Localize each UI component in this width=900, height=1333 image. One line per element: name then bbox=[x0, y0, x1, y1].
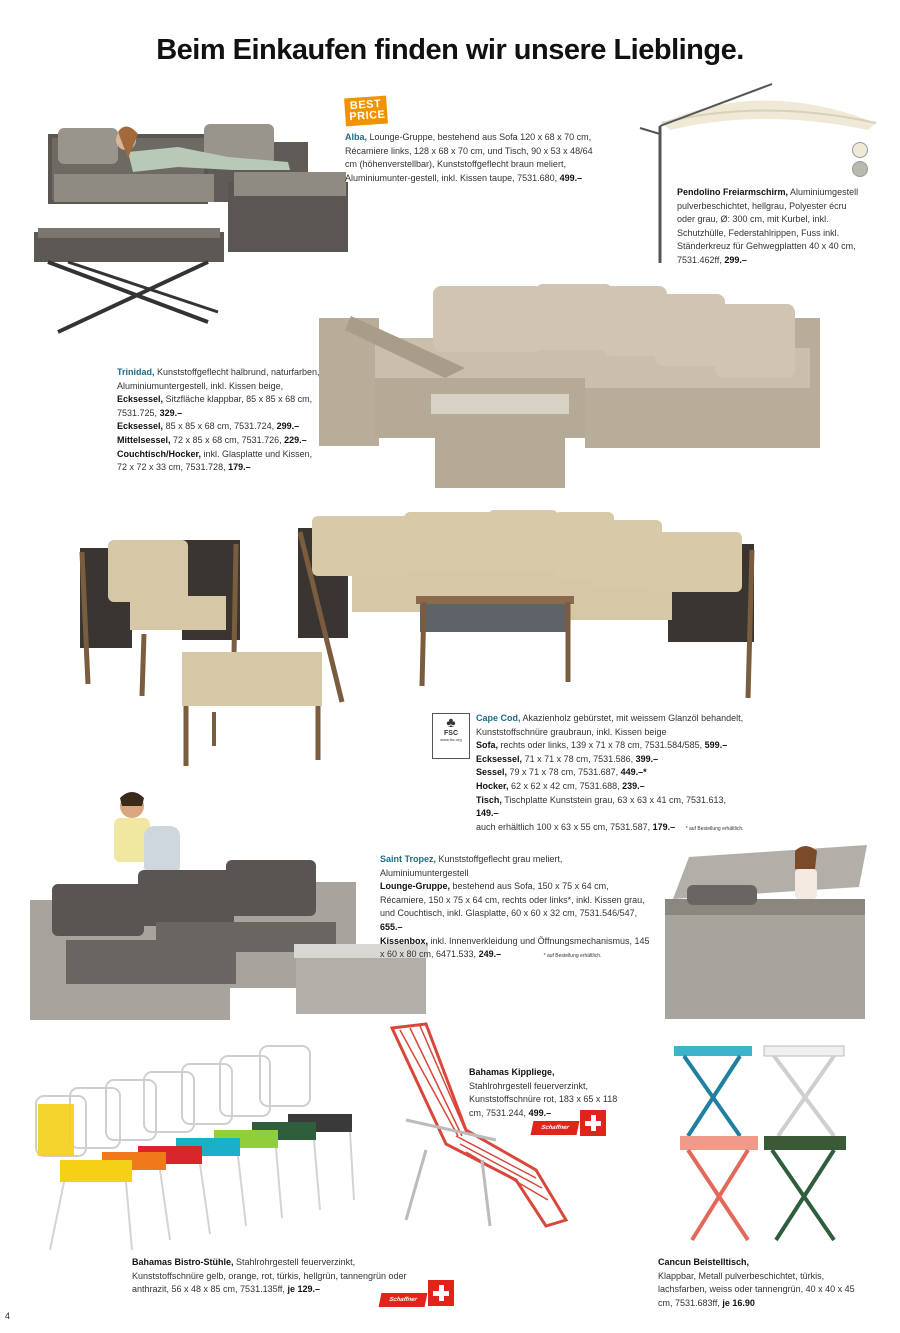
bahamas-bistro-name: Bahamas Bistro-Stühle, bbox=[132, 1257, 234, 1267]
trinidad-item-text: inkl. Glasplatte und Kissen, 72 x 72 x 33 cm, 7531.728, bbox=[117, 448, 313, 473]
pendolino-price: 299.– bbox=[724, 254, 747, 265]
cancun-name: Cancun Beistelltisch, bbox=[658, 1257, 750, 1267]
cape-cod-item-label: Sofa, bbox=[476, 740, 499, 751]
trinidad-intro: Kunststoffgeflecht halbrund, naturfarben, Aluminiumuntergestell, inkl. Kissen beige, bbox=[117, 367, 320, 391]
cape-cod-intro: Akazienholz gebürstet, mit weissem Glanzöl behandelt, Kunststoffschnüre graubraun, inkl. Kissen beige bbox=[476, 713, 744, 737]
page-number: 4 bbox=[5, 1311, 11, 1321]
cape-cod-extra-text: auch erhältlich 100 x 63 x 55 cm, 7531.587, bbox=[476, 821, 651, 832]
best-price-line1: BEST bbox=[349, 97, 382, 113]
saint-tropez-lounge-price: 655.– bbox=[380, 921, 403, 932]
cape-cod-item-text: rechts oder links, 139 x 71 x 78 cm, 7531.584/585, bbox=[500, 740, 703, 751]
trinidad-item-price: 229.– bbox=[284, 434, 307, 445]
cape-cod-item-label: Sessel, bbox=[476, 767, 508, 778]
saint-tropez-lounge-label: Lounge-Gruppe, bbox=[380, 881, 450, 892]
alba-price: 499.– bbox=[559, 172, 583, 183]
bahamas-bistro-price: je 129.– bbox=[287, 1284, 320, 1295]
trinidad-item-price: 299.– bbox=[276, 421, 300, 432]
alba-name: Alba, bbox=[345, 132, 368, 142]
pendolino-text: Aluminiumgestell pulverbeschichtet, hellgrau, Polyester écru oder grau, Ø: 300 cm, mit Kurbel, inkl. Schutzhülle, Federstahlrippen, Fuss inkl. Ständerkreuz für Gehwegplatten 40 x 40 cm, 7531.462ff, bbox=[677, 187, 859, 265]
fsc-logo bbox=[432, 713, 470, 759]
saint-tropez-box-price: 249.– bbox=[478, 949, 502, 960]
alba-lounge-image bbox=[28, 112, 358, 344]
saint-tropez-cushion-box-image bbox=[659, 845, 871, 1023]
cancun-price: je 16.90 bbox=[722, 1297, 755, 1308]
saint-tropez-box-label: Kissenbox, bbox=[380, 935, 429, 946]
cape-cod-item-label: Ecksessel, bbox=[476, 753, 523, 764]
trinidad-item bbox=[117, 420, 322, 434]
fsc-sub: www.fsc.org bbox=[440, 737, 462, 742]
cape-cod-item-price: 149.– bbox=[476, 808, 499, 819]
cape-cod-armchair-image bbox=[74, 534, 324, 770]
bahamas-kippliege-text: Stahlrohrgestell feuerverzinkt, Kunststoffschnüre rot, 183 x 65 x 118 cm, 7531.244, bbox=[469, 1080, 618, 1118]
cape-cod-item bbox=[476, 780, 746, 794]
cape-cod-sofa-image bbox=[292, 502, 762, 706]
saint-tropez-description bbox=[380, 853, 652, 964]
trinidad-item-price: 179.– bbox=[228, 462, 251, 473]
swiss-cross-icon bbox=[580, 1110, 606, 1136]
saint-tropez-lounge-image bbox=[26, 792, 430, 1028]
cape-cod-item-price: 399.– bbox=[635, 753, 659, 764]
pendolino-description bbox=[677, 186, 865, 268]
saint-tropez-footnote: * auf Bestellung erhältlich. bbox=[543, 953, 602, 960]
bahamas-bistro-description bbox=[132, 1256, 422, 1297]
saint-tropez-box bbox=[380, 935, 652, 964]
cancun-side-tables-image bbox=[664, 1040, 850, 1246]
bahamas-kippliege-name: Bahamas Kippliege, bbox=[469, 1067, 555, 1077]
bahamas-bistro-chairs-image bbox=[30, 1040, 360, 1252]
saint-tropez-name: Saint Tropez, bbox=[380, 854, 437, 864]
best-price-badge bbox=[344, 96, 388, 127]
swiss-cross-icon bbox=[428, 1280, 454, 1306]
cape-cod-item-text: 79 x 71 x 78 cm, 7531.687, bbox=[509, 767, 619, 778]
cape-cod-extra bbox=[476, 821, 746, 837]
schaffner-logo: Schaffner bbox=[379, 1293, 428, 1307]
fsc-tree-icon: ♣ bbox=[446, 714, 456, 730]
fsc-label: FSC bbox=[444, 730, 458, 737]
trinidad-item-label: Couchtisch/Hocker, bbox=[117, 448, 202, 459]
trinidad-name: Trinidad, bbox=[117, 367, 155, 377]
cape-cod-item-price: 239.– bbox=[622, 780, 645, 791]
trinidad-item bbox=[117, 434, 322, 448]
cape-cod-item-text: 71 x 71 x 78 cm, 7531.586, bbox=[524, 753, 634, 764]
trinidad-item-text: 72 x 85 x 68 cm, 7531.726, bbox=[173, 434, 282, 445]
saint-tropez-box-text: inkl. Innenverkleidung und Öffnungsmechanismus, 145 x 60 x 80 cm, 6471.533, bbox=[380, 935, 650, 960]
bahamas-bistro-text: Stahlrohrgestell feuerverzinkt, Kunststoffschnüre gelb, orange, rot, türkis, hellgrün, tannengrün oder anthrazit, 56 x 48 x 85 cm, 7531.135ff, bbox=[132, 1257, 407, 1295]
cape-cod-item-label: Tisch, bbox=[476, 794, 502, 805]
cape-cod-item bbox=[476, 794, 746, 821]
trinidad-item-label: Ecksessel, bbox=[117, 394, 164, 405]
trinidad-item-price: 329.– bbox=[159, 407, 183, 418]
page-headline: Beim Einkaufen finden wir unsere Lieblinge. bbox=[156, 34, 744, 66]
cape-cod-name: Cape Cod, bbox=[476, 713, 521, 723]
trinidad-item-label: Ecksessel, bbox=[117, 421, 164, 432]
cancun-text: Klappbar, Metall pulverbeschichtet, türkis, lachsfarben, weiss oder tannengrün, 40 x 40 x 45 cm, 7531.683ff, bbox=[658, 1270, 855, 1308]
cape-cod-item-price: 449.–* bbox=[620, 767, 647, 778]
trinidad-item-label: Mittelsessel, bbox=[117, 434, 171, 445]
cape-cod-item bbox=[476, 739, 746, 753]
cape-cod-item bbox=[476, 753, 746, 767]
trinidad-lounge-image bbox=[315, 278, 827, 496]
trinidad-item-text: Sitzfläche klappbar, 85 x 85 x 68 cm, 7531.725, bbox=[117, 394, 313, 418]
cape-cod-item bbox=[476, 766, 746, 780]
cape-cod-item-text: Tischplatte Kunststein grau, 63 x 63 x 41 cm, 7531.613, bbox=[504, 794, 726, 805]
cancun-description bbox=[658, 1256, 868, 1310]
cape-cod-item-label: Hocker, bbox=[476, 780, 509, 791]
grey-color-swatch bbox=[852, 161, 868, 177]
best-price-line2: PRICE bbox=[348, 108, 386, 124]
ecru-color-swatch bbox=[852, 142, 868, 158]
saint-tropez-lounge bbox=[380, 880, 652, 934]
pendolino-name: Pendolino Freiarmschirm, bbox=[677, 187, 789, 197]
trinidad-item-text: 85 x 85 x 68 cm, 7531.724, bbox=[165, 421, 275, 432]
saint-tropez-intro: Kunststoffgeflecht grau meliert, Aluminiumuntergestell bbox=[380, 854, 563, 878]
trinidad-item bbox=[117, 448, 322, 475]
trinidad-description bbox=[117, 366, 322, 475]
alba-text: Lounge-Gruppe, bestehend aus Sofa 120 x 68 x 70 cm, Récamiere links, 128 x 68 x 70 cm, und Tisch, 90 x 53 x 48/64 cm (höhenverstellbar), Kunststoffgeflecht braun meliert, Aluminiumunter-gestell, inkl. Kissen taupe, 7531.680, bbox=[345, 132, 593, 183]
cape-cod-item-text: 62 x 62 x 42 cm, 7531.688, bbox=[511, 780, 620, 791]
cape-cod-description bbox=[476, 712, 746, 836]
schaffner-logo: Schaffner bbox=[531, 1121, 580, 1135]
bahamas-kippliege-price: 499.– bbox=[528, 1107, 552, 1118]
saint-tropez-lounge-text: bestehend aus Sofa, 150 x 75 x 64 cm, Récamiere, 150 x 75 x 64 cm, rechts oder links*, inkl. Kissen grau, und Couchtisch, inkl. Glasplatte, 60 x 60 x 32 cm, 7531.546/547, bbox=[380, 881, 645, 919]
trinidad-item bbox=[117, 393, 322, 420]
alba-description bbox=[345, 131, 607, 185]
cape-cod-extra-price: 179.– bbox=[652, 821, 676, 832]
cape-cod-item-price: 599.– bbox=[704, 740, 728, 751]
cape-cod-footnote: * auf Bestellung erhältlich. bbox=[685, 825, 744, 832]
